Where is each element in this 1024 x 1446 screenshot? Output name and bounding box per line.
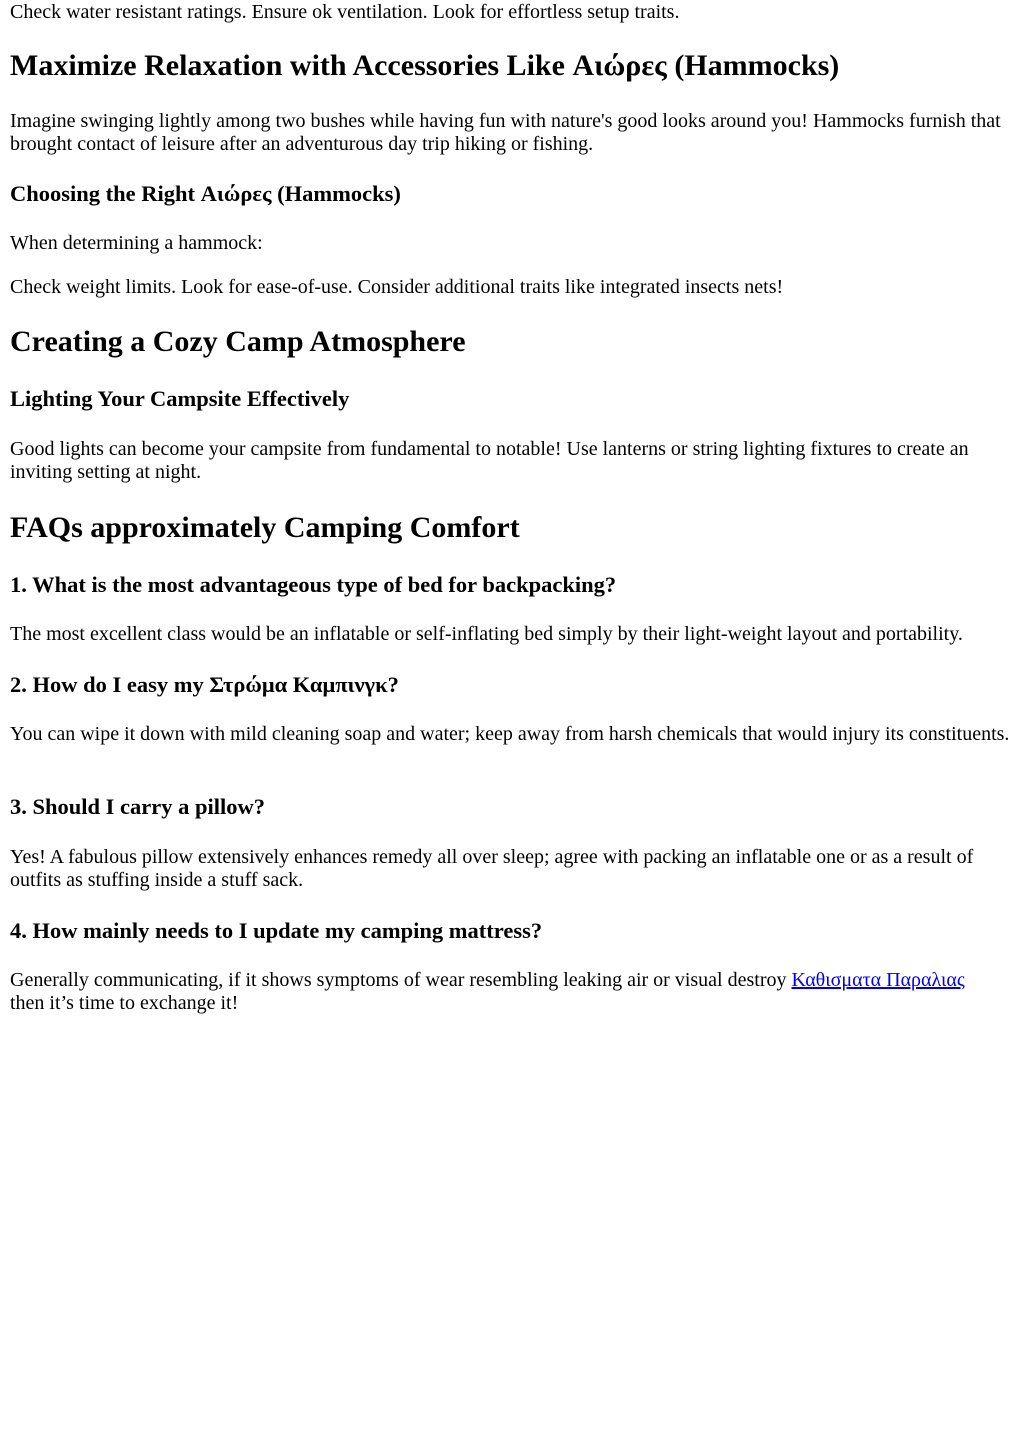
faq-answer-2: You can wipe it down with mild cleaning soap and water; keep away from harsh chemicals that would injury its constituents. [10, 723, 1010, 745]
choosing-hammocks-intro: When determining a hammock: [10, 232, 263, 254]
faq-answer-4-text-end: then it’s time to exchange it! [10, 992, 239, 1014]
choosing-hammocks-paragraph: Check weight limits. Look for ease-of-use. Consider additional traits like integrated insects nets! [10, 276, 784, 298]
faq-answer-4 [10, 969, 1012, 1015]
faq-answer-3: Yes! A fabulous pillow extensively enhances remedy all over sleep; agree with packing an inflatable one or as a result of outfits as stuffing inside a stuff sack. [10, 846, 974, 891]
beach-chairs-link[interactable]: Καθισματα Παραλιας [791, 969, 965, 991]
faq-question-3: 3. Should I carry a pillow? [10, 794, 266, 819]
hammocks-heading: Maximize Relaxation with Accessories Like Αιώρες (Hammocks) [10, 49, 840, 82]
faq-question-1: 1. What is the most advantageous type of bed for backpacking? [10, 572, 617, 597]
lighting-heading: Lighting Your Campsite Effectively [10, 386, 350, 411]
intro-paragraph: Check water resistant ratings. Ensure ok ventilation. Look for effortless setup traits. [10, 1, 680, 23]
choosing-hammocks-heading: Choosing the Right Αιώρες (Hammocks) [10, 181, 401, 206]
atmosphere-heading: Creating a Cozy Camp Atmosphere [10, 325, 466, 358]
faq-answer-4-text-start: Generally communicating, if it shows symptoms of wear resembling leaking air or visual destroy [10, 969, 787, 991]
faq-question-4: 4. How mainly needs to I update my camping mattress? [10, 918, 543, 943]
lighting-paragraph: Good lights can become your campsite from fundamental to notable! Use lanterns or string lighting fixtures to create an inviting setting at night. [10, 438, 969, 483]
faq-answer-1: The most excellent class would be an inflatable or self-inflating bed simply by their light-weight layout and portability. [10, 623, 963, 645]
faqs-heading: FAQs approximately Camping Comfort [10, 511, 520, 544]
faq-question-2: 2. How do I easy my Στρώμα Καμπινγκ? [10, 672, 399, 697]
hammocks-paragraph: Imagine swinging lightly among two bushes while having fun with nature's good looks around you! Hammocks furnish that brought contact of leisure after an adventurous day trip hiking or fishing. [10, 110, 1001, 155]
